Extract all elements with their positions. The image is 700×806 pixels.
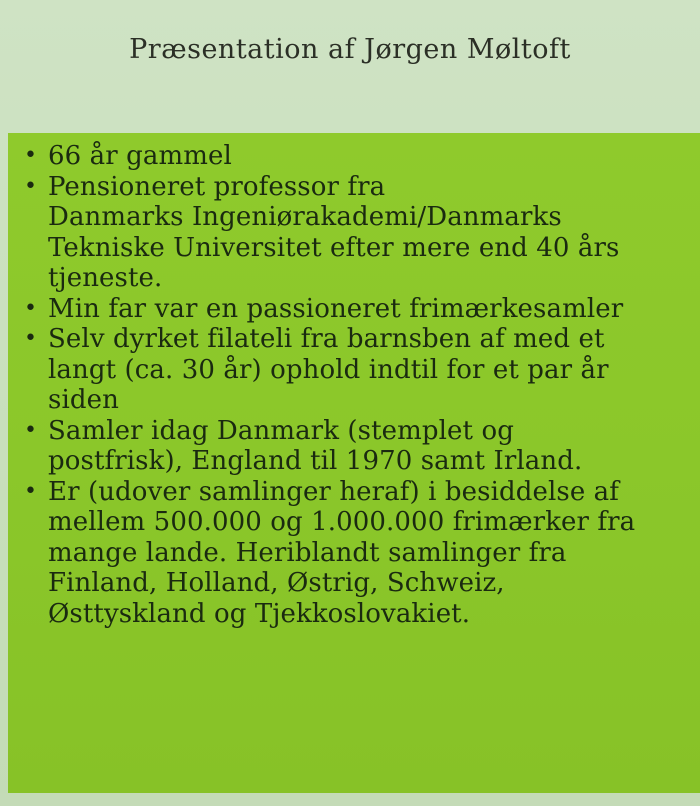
bullet-box: [8, 133, 700, 793]
bullet-item-collects: [22, 416, 692, 477]
bullet-line: Østtyskland og Tjekkoslovakiet.: [48, 598, 471, 629]
bullet-icon: •: [24, 326, 38, 351]
bullet-line: Selv dyrket filateli fra barnsben af med et: [48, 324, 605, 354]
bullet-item-father: [22, 294, 692, 325]
bullet-line: siden: [48, 385, 119, 415]
bullet-item-age: [22, 141, 692, 172]
bullet-icon: •: [24, 173, 38, 199]
bullet-line: Finland, Holland, Østrig, Schweiz,: [48, 568, 505, 598]
bullet-line: Danmarks Ingeniørakademi/Danmarks: [48, 202, 562, 232]
slide-title: Præsentation af Jørgen Møltoft: [129, 34, 571, 65]
bullet-item-profession: [22, 172, 692, 294]
bullet-line: Samler idag Danmark (stemplet og: [48, 415, 514, 446]
bullet-item-holdings: [22, 477, 692, 630]
bullet-line: tjeneste.: [48, 263, 163, 293]
bullet-line: mange lande. Heriblandt samlinger fra: [48, 537, 567, 568]
bullet-line: Er (udover samlinger heraf) i besiddelse af: [48, 476, 619, 507]
bullet-line: langt (ca. 30 år) ophold indtil for et par år: [48, 354, 609, 385]
bullet-list: [22, 141, 692, 629]
bullet-icon: •: [24, 478, 38, 504]
bullet-icon: •: [24, 295, 38, 321]
bullet-item-philately: [22, 324, 692, 416]
bullet-icon: •: [24, 417, 38, 443]
bullet-line: Min far var en passioneret frimærkesamler: [48, 293, 624, 324]
bottom-strip: [0, 793, 700, 806]
bullet-line: 66 år gammel: [48, 141, 232, 171]
bullet-line: mellem 500.000 og 1.000.000 frimærker fra: [48, 507, 636, 537]
bullet-line: Tekniske Universitet efter mere end 40 års: [48, 232, 620, 263]
bullet-icon: •: [24, 143, 38, 168]
bullet-line: Pensioneret professor fra: [48, 171, 386, 202]
bullet-line: postfrisk), England til 1970 samt Irland.: [48, 446, 583, 476]
